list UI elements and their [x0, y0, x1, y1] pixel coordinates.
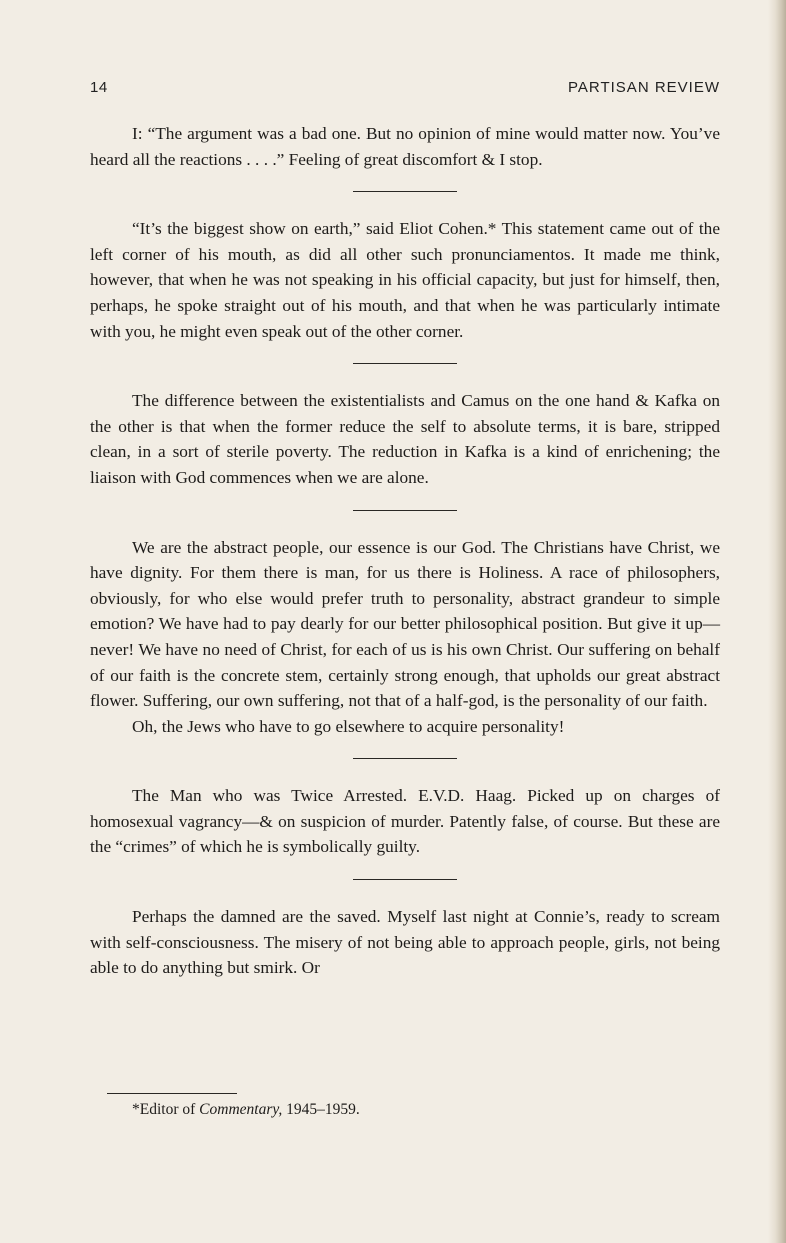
- paragraph-twice-arrested: The Man who was Twice Arrested. E.V.D. Haag. Picked up on charges of homosexual vagrancy—& on suspicion of murder. Patently false, of course. But these are the “crimes” of which he is symbolically guilty.: [90, 786, 720, 857]
- page-number: 14: [90, 79, 108, 96]
- section-divider: [353, 879, 457, 880]
- running-head: PARTISAN REVIEW: [568, 79, 720, 96]
- paragraph-damned-saved: Perhaps the damned are the saved. Myself last night at Connie’s, ready to scream with self-consciousness. The misery of not being able to approach people, girls, not being able to do anything but smirk. Or: [90, 907, 720, 978]
- paragraph-jews-personality: Oh, the Jews who have to go elsewhere to acquire personality!: [132, 716, 565, 736]
- paragraph-dialogue: I: “The argument was a bad one. But no opinion of mine would matter now. You’ve heard all the reactions . . . .” Feeling of great discomfort & I stop.: [90, 124, 720, 169]
- paragraph-eliot-cohen: “It’s the biggest show on earth,” said Eliot Cohen.* This statement came out of the left corner of his mouth, as did all other such pronunciamentos. It made me think, however, that when he was not speaking in his official capacity, but just for himself, then, perhaps, he spoke straight out of his mouth, and that when he was particularly intimate with you, he might even speak out of the other corner.: [90, 219, 720, 341]
- section-divider: [353, 191, 457, 192]
- section-divider: [353, 363, 457, 364]
- section-divider: [353, 758, 457, 759]
- footnote: [132, 1100, 360, 1120]
- paragraph-abstract-people: We are the abstract people, our essence is our God. The Christians have Christ, we have dignity. For them there is man, for us there is Holiness. A race of philosophers, obviously, for who else would prefer truth to personality, abstract grandeur to simple emotion? We have had to pay dearly for our better philosophical position. But give it up—never! We have no need of Christ, for each of us is his own Christ. Our suffering on behalf of our faith is the concrete stem, certainly strong enough, that upholds our great abstract flower. Suffering, our own suffering, not that of a half-god, is the personality of our faith.: [90, 537, 720, 711]
- footnote-prefix: *Editor of: [132, 1101, 200, 1118]
- footnote-suffix: 1945–1959.: [282, 1101, 360, 1118]
- page-body: [90, 121, 720, 981]
- page-header: [90, 79, 720, 101]
- footnote-rule: [107, 1093, 237, 1094]
- page-edge-shadow: [768, 0, 786, 1243]
- section-divider: [353, 510, 457, 511]
- paragraph-existentialists: The difference between the existentialists and Camus on the one hand & Kafka on the other is that when the former reduce the self to absolute terms, it is bare, stripped clean, in a sort of sterile poverty. The reduction in Kafka is a kind of enrichening; the liaison with God commences when we are alone.: [90, 391, 720, 487]
- footnote-title: Commentary,: [199, 1101, 283, 1118]
